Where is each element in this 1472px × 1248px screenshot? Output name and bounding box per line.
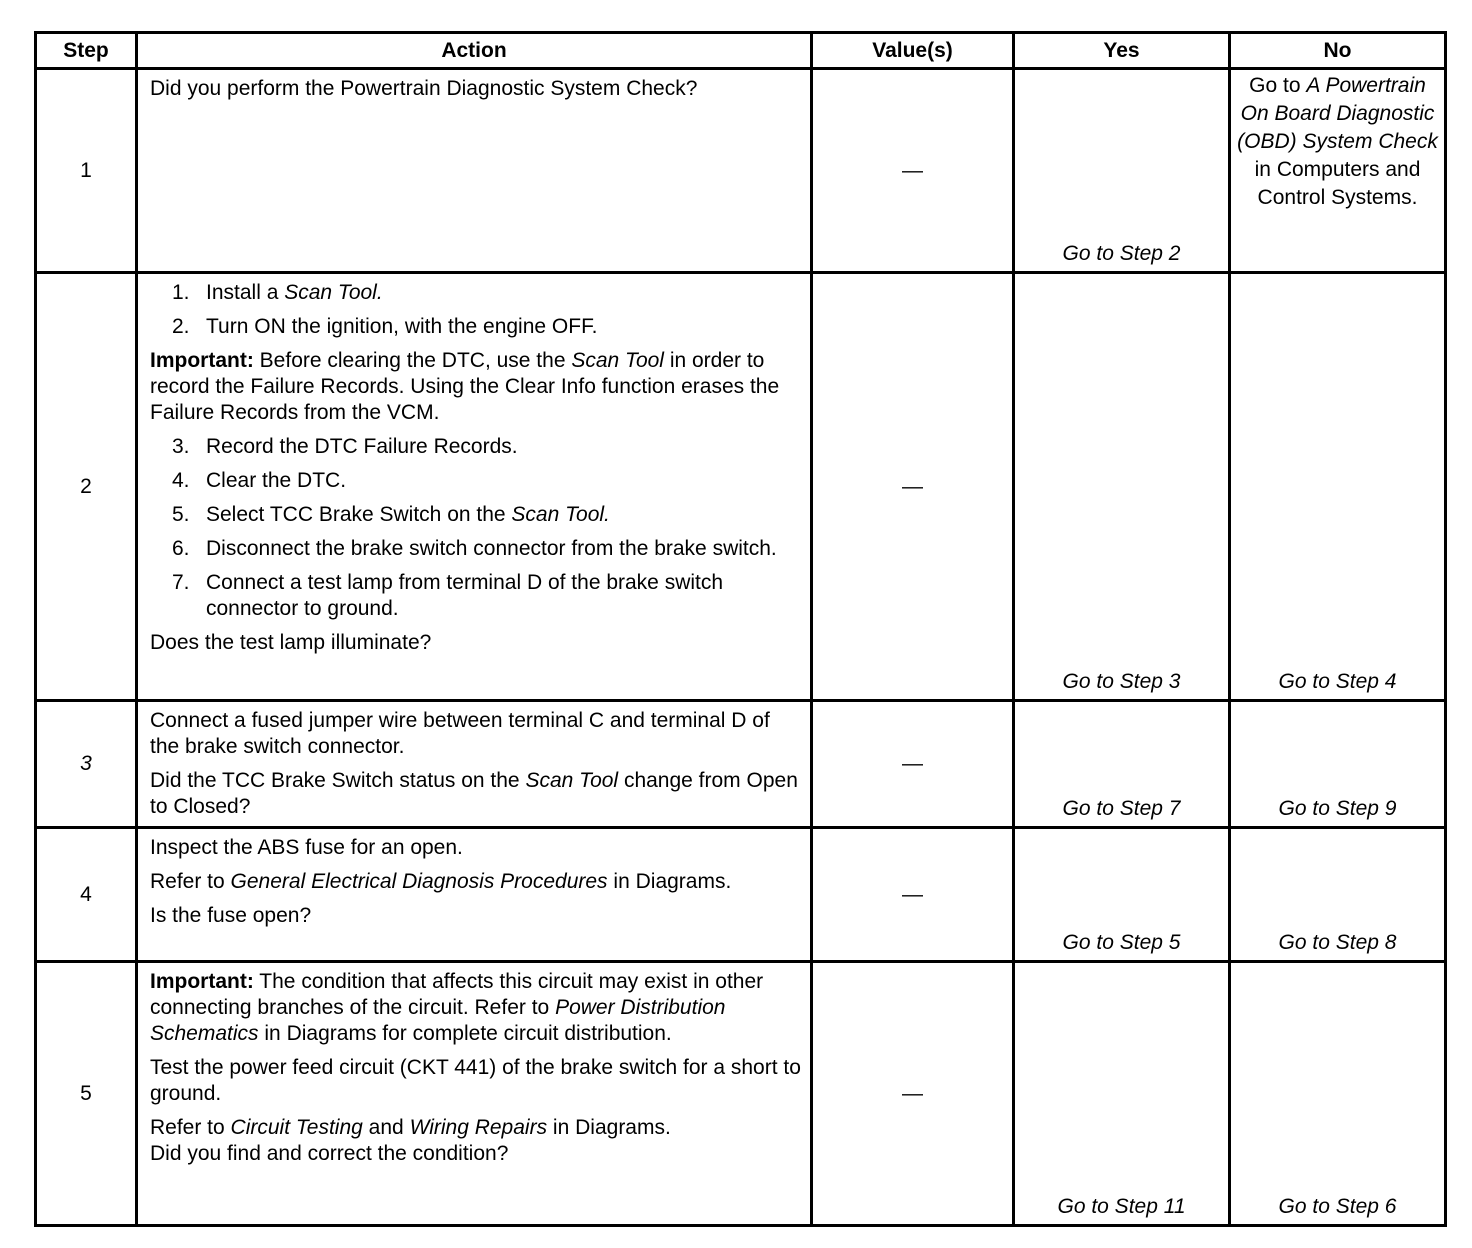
doc-reference: Power Distribution Schematics [150, 996, 726, 1045]
list-number: 2. [172, 315, 190, 338]
list-number: 4. [172, 469, 190, 492]
no-cell [1230, 69, 1446, 273]
no-section-text: Computers and Control Systems. [1257, 158, 1421, 209]
list-text: Disconnect the brake switch connector from the brake switch. [206, 537, 777, 560]
ref-text: and [368, 1116, 404, 1139]
list-item [150, 570, 802, 622]
ref-text: in [613, 870, 630, 893]
tool-name: Scan Tool. [284, 281, 383, 304]
step-number: 5 [36, 962, 137, 1226]
tool-name: Scan Tool [525, 769, 619, 792]
list-item [150, 280, 802, 306]
no-cell: Go to Step 6 [1230, 962, 1446, 1226]
note-text: in order to record the Failure Records. Using the Clear Info function erases the Failure Records from the VCM. [150, 349, 780, 424]
ref-text: in [552, 1116, 570, 1139]
no-cell: Go to Step 8 [1230, 828, 1446, 962]
action-question: Is the fuse open? [150, 904, 312, 927]
action-cell [137, 273, 812, 701]
list-item [150, 314, 802, 340]
list-item [150, 468, 802, 494]
diagnostic-table [34, 31, 1447, 1227]
important-note [150, 969, 802, 1047]
list-text: Select TCC Brake Switch on the [206, 503, 506, 526]
doc-reference: Circuit Testing [230, 1116, 363, 1139]
section-reference: Diagrams [286, 1022, 377, 1045]
important-label: Important: [150, 349, 254, 372]
list-number: 7. [172, 571, 190, 594]
list-number: 1. [172, 281, 190, 304]
ref-text: Refer to [150, 1116, 225, 1139]
note-text: The condition that affects this circuit may exist in other connecting branches of the circuit. Refer to [150, 970, 764, 1019]
list-number: 5. [172, 503, 190, 526]
table-row [36, 273, 1446, 701]
list-text: Connect a test lamp from terminal D of the brake switch connector to ground. [206, 571, 724, 620]
step-number: 4 [36, 828, 137, 962]
yes-cell: Go to Step 3 [1014, 273, 1230, 701]
action-question: Does the test lamp illuminate? [150, 631, 432, 654]
doc-reference: Wiring Repairs [409, 1116, 548, 1139]
action-text: Connect a fused jumper wire between terminal C and terminal D of the brake switch connector. [150, 709, 770, 758]
action-cell [137, 828, 812, 962]
value-cell: — [812, 962, 1014, 1226]
table-row [36, 828, 1446, 962]
no-goto-text: Go to [1249, 74, 1301, 97]
section-reference: Diagrams. [575, 1116, 671, 1139]
action-question: Did you find and correct the condition? [150, 1142, 509, 1165]
yes-cell: Go to Step 11 [1014, 962, 1230, 1226]
note-text: Before clearing the DTC, use the [259, 349, 566, 372]
no-cell: Go to Step 9 [1230, 701, 1446, 828]
no-cell: Go to Step 4 [1230, 273, 1446, 701]
yes-cell: Go to Step 7 [1014, 701, 1230, 828]
header-no: No [1230, 33, 1446, 69]
doc-reference: General Electrical Diagnosis Procedures [230, 870, 608, 893]
tool-name: Scan Tool [571, 349, 664, 372]
important-note [150, 348, 802, 426]
value-cell: — [812, 828, 1014, 962]
table-row [36, 962, 1446, 1226]
table-row [36, 69, 1446, 273]
question-text: change from Open to Closed? [150, 769, 798, 818]
step-number: 2 [36, 273, 137, 701]
list-number: 6. [172, 537, 190, 560]
yes-cell: Go to Step 5 [1014, 828, 1230, 962]
ref-text: Refer to [150, 870, 225, 893]
table-row [36, 701, 1446, 828]
list-item [150, 502, 802, 528]
value-cell: — [812, 273, 1014, 701]
list-text: Install a [206, 281, 279, 304]
important-label: Important: [150, 970, 254, 993]
action-text: Inspect the ABS fuse for an open. [150, 836, 463, 859]
list-item [150, 536, 802, 562]
list-text: Turn ON the ignition, with the engine OFF. [206, 315, 598, 338]
action-text: Test the power feed circuit (CKT 441) of the brake switch for a short to ground. [150, 1056, 801, 1105]
note-text: for complete circuit distribution. [382, 1022, 672, 1045]
header-action: Action [137, 33, 812, 69]
step-number: 1 [36, 69, 137, 273]
list-text: Record the DTC Failure Records. [206, 435, 518, 458]
list-text: Clear the DTC. [206, 469, 347, 492]
no-in-text: in [1254, 158, 1271, 181]
reference-text [150, 1115, 802, 1167]
header-yes: Yes [1014, 33, 1230, 69]
action-cell [137, 962, 812, 1226]
tool-name: Scan Tool. [511, 503, 610, 526]
reference-text [150, 869, 802, 895]
value-cell: — [812, 701, 1014, 828]
section-reference: Diagrams. [635, 870, 732, 893]
header-step: Step [36, 33, 137, 69]
note-text: in [264, 1022, 281, 1045]
list-item [150, 434, 802, 460]
question-text: Did the TCC Brake Switch status on the [150, 769, 520, 792]
value-cell: — [812, 69, 1014, 273]
header-values: Value(s) [812, 33, 1014, 69]
action-cell [137, 701, 812, 828]
list-number: 3. [172, 435, 190, 458]
no-link-text: A Powertrain On Board Diagnostic (OBD) System Check [1237, 74, 1438, 153]
header-row [36, 33, 1446, 69]
action-cell [137, 69, 812, 273]
action-question: Did you perform the Powertrain Diagnostic System Check? [150, 77, 698, 100]
step-number: 3 [36, 701, 137, 828]
action-question [150, 768, 802, 820]
yes-cell: Go to Step 2 [1014, 69, 1230, 273]
